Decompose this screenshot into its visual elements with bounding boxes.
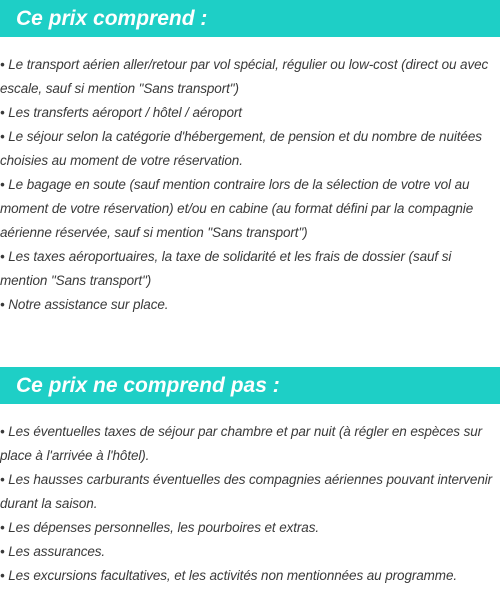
- excluded-section-title: Ce prix ne comprend pas :: [0, 367, 500, 404]
- excluded-item-personal-expenses: • Les dépenses personnelles, les pourboires et extras.: [0, 520, 320, 535]
- included-item-taxes: • Les taxes aéroportuaires, la taxe de solidarité et les frais de dossier (sauf si mention "Sans transport"): [0, 249, 452, 288]
- excluded-item-tourist-tax: • Les éventuelles taxes de séjour par chambre et par nuit (à régler en espèces sur place à l'arrivée à l'hôtel).: [0, 424, 483, 463]
- excluded-items-list: [0, 420, 500, 588]
- included-item-assistance: • Notre assistance sur place.: [0, 297, 169, 312]
- included-item-baggage: • Le bagage en soute (sauf mention contraire lors de la sélection de votre vol au moment de votre réservation) et/ou en cabine (au format défini par la compagnie aérienne réservée, sauf si mention "Sans transport"): [0, 177, 474, 240]
- excluded-item-insurance: • Les assurances.: [0, 544, 106, 559]
- included-section-title: Ce prix comprend :: [0, 0, 500, 37]
- included-item-stay: • Le séjour selon la catégorie d'hébergement, de pension et du nombre de nuitées choisies au moment de votre réservation.: [0, 129, 482, 168]
- included-items-list: [0, 53, 500, 317]
- included-item-transfers: • Les transferts aéroport / hôtel / aéroport: [0, 105, 242, 120]
- excluded-item-excursions: • Les excursions facultatives, et les activités non mentionnées au programme.: [0, 568, 458, 583]
- included-item-flight: • Le transport aérien aller/retour par vol spécial, régulier ou low-cost (direct ou avec escale, sauf si mention "Sans transport"): [0, 57, 489, 96]
- excluded-item-fuel: • Les hausses carburants éventuelles des compagnies aériennes pouvant intervenir durant la saison.: [0, 472, 493, 511]
